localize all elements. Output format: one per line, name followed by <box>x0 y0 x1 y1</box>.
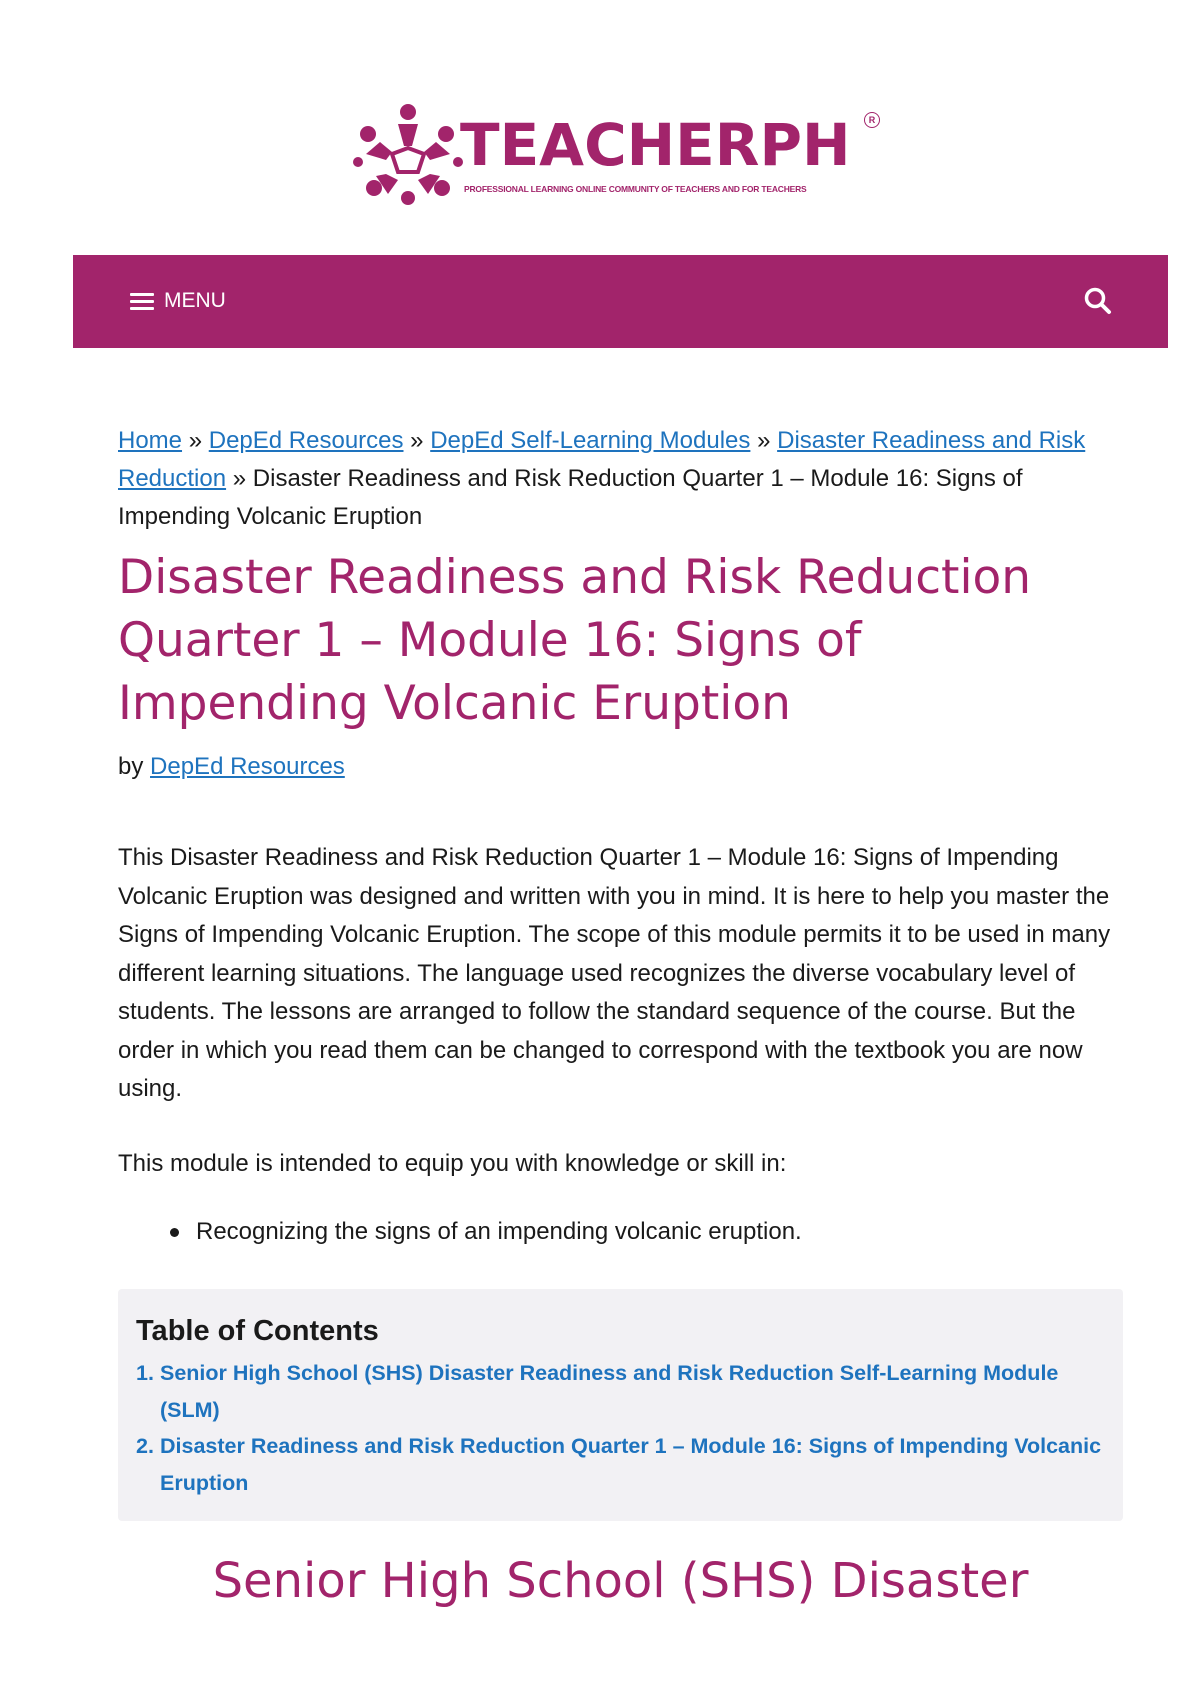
author-link[interactable]: DepEd Resources <box>150 753 345 780</box>
logo-wordmark: TEACHERPH <box>460 111 851 179</box>
intro-paragraph: This Disaster Readiness and Risk Reduction Quarter 1 – Module 16: Signs of Impending Volcanic Eruption was designed and written with you in mind. It is here to help you master the Signs of Impending Volcanic Eruption. The scope of this module permits it to be used in many different learning situations. The language used recognizes the diverse vocabulary level of students. The lessons are arranged to follow the standard sequence of the course. But the order in which you read them can be changed to correspond with the textbook you are now using. <box>118 844 1111 1102</box>
toc-link-shs-drrr-slm[interactable]: Senior High School (SHS) Disaster Readiness and Risk Reduction Self-Learning Module (SLM) <box>160 1361 1059 1422</box>
registered-mark: R <box>864 112 880 128</box>
page-title: Disaster Readiness and Risk Reduction Quarter 1 – Module 16: Signs of Impending Volcanic Eruption <box>118 550 1032 731</box>
section-heading: Senior High School (SHS) Disaster <box>212 1553 1029 1609</box>
toc-link-module-16[interactable]: Disaster Readiness and Risk Reduction Quarter 1 – Module 16: Signs of Impending Volcanic Eruption <box>160 1434 1102 1495</box>
menu-toggle-button[interactable] <box>130 286 226 316</box>
breadcrumb-link-drrr[interactable]: Disaster Readiness and Risk Reduction <box>118 427 1086 492</box>
article-content <box>118 422 1123 1611</box>
toc-item-number: 1. <box>136 1361 154 1385</box>
breadcrumb-separator: » <box>188 427 203 454</box>
objectives-intro-paragraph: This module is intended to equip you with knowledge or skill in: <box>118 1149 787 1177</box>
menu-label: MENU <box>164 289 226 312</box>
toc-heading: Table of Contents <box>136 1315 379 1347</box>
toc-item <box>136 1355 1105 1428</box>
toc-item <box>136 1428 1105 1501</box>
main-navigation-bar <box>73 255 1168 348</box>
breadcrumb-link-home[interactable]: Home <box>118 427 183 454</box>
toc-item-number: 2. <box>136 1434 154 1458</box>
breadcrumb-link-self-learning-modules[interactable]: DepEd Self-Learning Modules <box>430 427 751 454</box>
breadcrumb-separator: » <box>757 427 771 454</box>
site-logo[interactable] <box>352 96 892 208</box>
logo-tagline: PROFESSIONAL LEARNING ONLINE COMMUNITY OF TEACHERS AND FOR TEACHERS <box>464 184 807 194</box>
byline <box>118 749 1123 785</box>
objectives-list <box>118 1213 1123 1251</box>
breadcrumb-current: Disaster Readiness and Risk Reduction Quarter 1 – Module 16: Signs of Impending Volcanic Eruption <box>118 465 1023 530</box>
byline-prefix: by <box>118 753 144 780</box>
search-icon <box>1082 285 1114 317</box>
list-item: Recognizing the signs of an impending volcanic eruption. <box>196 1213 1123 1251</box>
logo-people-icon <box>352 102 464 206</box>
hamburger-icon <box>130 292 154 310</box>
search-button[interactable] <box>1082 285 1114 317</box>
breadcrumb-separator: » <box>232 465 247 492</box>
breadcrumb-separator: » <box>410 427 424 454</box>
breadcrumb <box>118 422 1123 536</box>
table-of-contents <box>118 1289 1123 1521</box>
breadcrumb-link-deped-resources[interactable]: DepEd Resources <box>208 427 404 454</box>
toc-list <box>136 1355 1105 1501</box>
